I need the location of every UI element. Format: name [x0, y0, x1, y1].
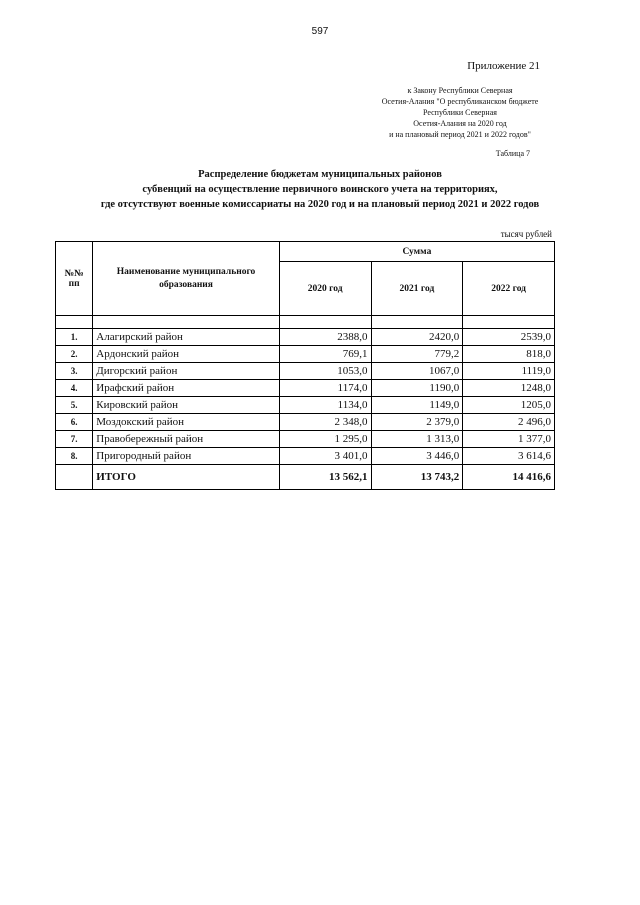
- table-row: [56, 363, 555, 380]
- header-year-2022: 2022 год: [463, 262, 555, 316]
- total-label: ИТОГО: [93, 465, 279, 490]
- row-value-2020: 2388,0: [279, 329, 371, 346]
- table-row: [56, 431, 555, 448]
- row-value-2022: 1205,0: [463, 397, 555, 414]
- row-number: 6.: [56, 414, 93, 431]
- row-name: Дигорский район: [93, 363, 279, 380]
- law-reference-line: Осетия-Алания "О республиканском бюджете: [381, 97, 539, 106]
- spacer-cell: [56, 316, 93, 329]
- law-reference-line: Осетия-Алания на 2020 год: [413, 119, 507, 128]
- table-row: [56, 397, 555, 414]
- table-row: [56, 329, 555, 346]
- header-sum: Сумма: [279, 242, 554, 262]
- row-value-2020: 769,1: [279, 346, 371, 363]
- row-value-2020: 3 401,0: [279, 448, 371, 465]
- row-value-2020: 1134,0: [279, 397, 371, 414]
- row-value-2020: 1174,0: [279, 380, 371, 397]
- row-number: 3.: [56, 363, 93, 380]
- row-value-2020: 2 348,0: [279, 414, 371, 431]
- row-value-2022: 1248,0: [463, 380, 555, 397]
- law-reference-line: и на плановый период 2021 и 2022 годов": [389, 130, 531, 139]
- row-number: 1.: [56, 329, 93, 346]
- table-header-row: [56, 242, 555, 262]
- row-value-2022: 2 496,0: [463, 414, 555, 431]
- header-name: Наименование муниципального образования: [93, 242, 279, 316]
- total-value-2022: 14 416,6: [463, 465, 555, 490]
- table-row: [56, 448, 555, 465]
- law-reference: [330, 85, 590, 140]
- title-line: Распределение бюджетам муниципальных районов: [198, 169, 442, 180]
- spacer-cell: [279, 316, 371, 329]
- header-year-2021: 2021 год: [371, 262, 463, 316]
- row-number: 8.: [56, 448, 93, 465]
- total-value-2021: 13 743,2: [371, 465, 463, 490]
- spacer-cell: [93, 316, 279, 329]
- row-value-2021: 2420,0: [371, 329, 463, 346]
- header-year-2020: 2020 год: [279, 262, 371, 316]
- title-line: субвенций на осуществление первичного воинского учета на территориях,: [142, 184, 498, 195]
- row-name: Ардонский район: [93, 346, 279, 363]
- table-row: [56, 380, 555, 397]
- spacer-row: [56, 316, 555, 329]
- total-number-cell: [56, 465, 93, 490]
- row-value-2022: 2539,0: [463, 329, 555, 346]
- row-value-2022: 818,0: [463, 346, 555, 363]
- budget-table: [55, 241, 555, 490]
- row-name: Алагирский район: [93, 329, 279, 346]
- row-value-2020: 1 295,0: [279, 431, 371, 448]
- row-value-2021: 1067,0: [371, 363, 463, 380]
- page-number: 597: [311, 26, 329, 37]
- row-number: 4.: [56, 380, 93, 397]
- total-value-2020: 13 562,1: [279, 465, 371, 490]
- row-value-2020: 1053,0: [279, 363, 371, 380]
- appendix-label: Приложение 21: [467, 60, 540, 72]
- table-row: [56, 414, 555, 431]
- title-line: где отсутствуют военные комиссариаты на 2020 год и на плановый период 2021 и 2022 годов: [100, 199, 540, 210]
- total-row: [56, 465, 555, 490]
- law-reference-line: Республики Северная: [423, 108, 497, 117]
- row-number: 5.: [56, 397, 93, 414]
- row-name: Кировский район: [93, 397, 279, 414]
- row-value-2021: 1149,0: [371, 397, 463, 414]
- table-number: Таблица 7: [495, 149, 530, 158]
- row-value-2022: 1 377,0: [463, 431, 555, 448]
- law-reference-line: к Закону Республики Северная: [407, 86, 513, 95]
- row-name: Правобережный район: [93, 431, 279, 448]
- row-value-2021: 1190,0: [371, 380, 463, 397]
- document-title: [40, 167, 600, 212]
- row-value-2021: 779,2: [371, 346, 463, 363]
- row-name: Ирафский район: [93, 380, 279, 397]
- table-row: [56, 346, 555, 363]
- row-name: Моздокский район: [93, 414, 279, 431]
- row-value-2021: 2 379,0: [371, 414, 463, 431]
- row-number: 2.: [56, 346, 93, 363]
- units-label: тысяч рублей: [500, 229, 552, 239]
- row-value-2021: 1 313,0: [371, 431, 463, 448]
- header-number: №№ пп: [56, 242, 93, 316]
- row-name: Пригородный район: [93, 448, 279, 465]
- row-value-2021: 3 446,0: [371, 448, 463, 465]
- row-number: 7.: [56, 431, 93, 448]
- row-value-2022: 1119,0: [463, 363, 555, 380]
- row-value-2022: 3 614,6: [463, 448, 555, 465]
- spacer-cell: [371, 316, 463, 329]
- spacer-cell: [463, 316, 555, 329]
